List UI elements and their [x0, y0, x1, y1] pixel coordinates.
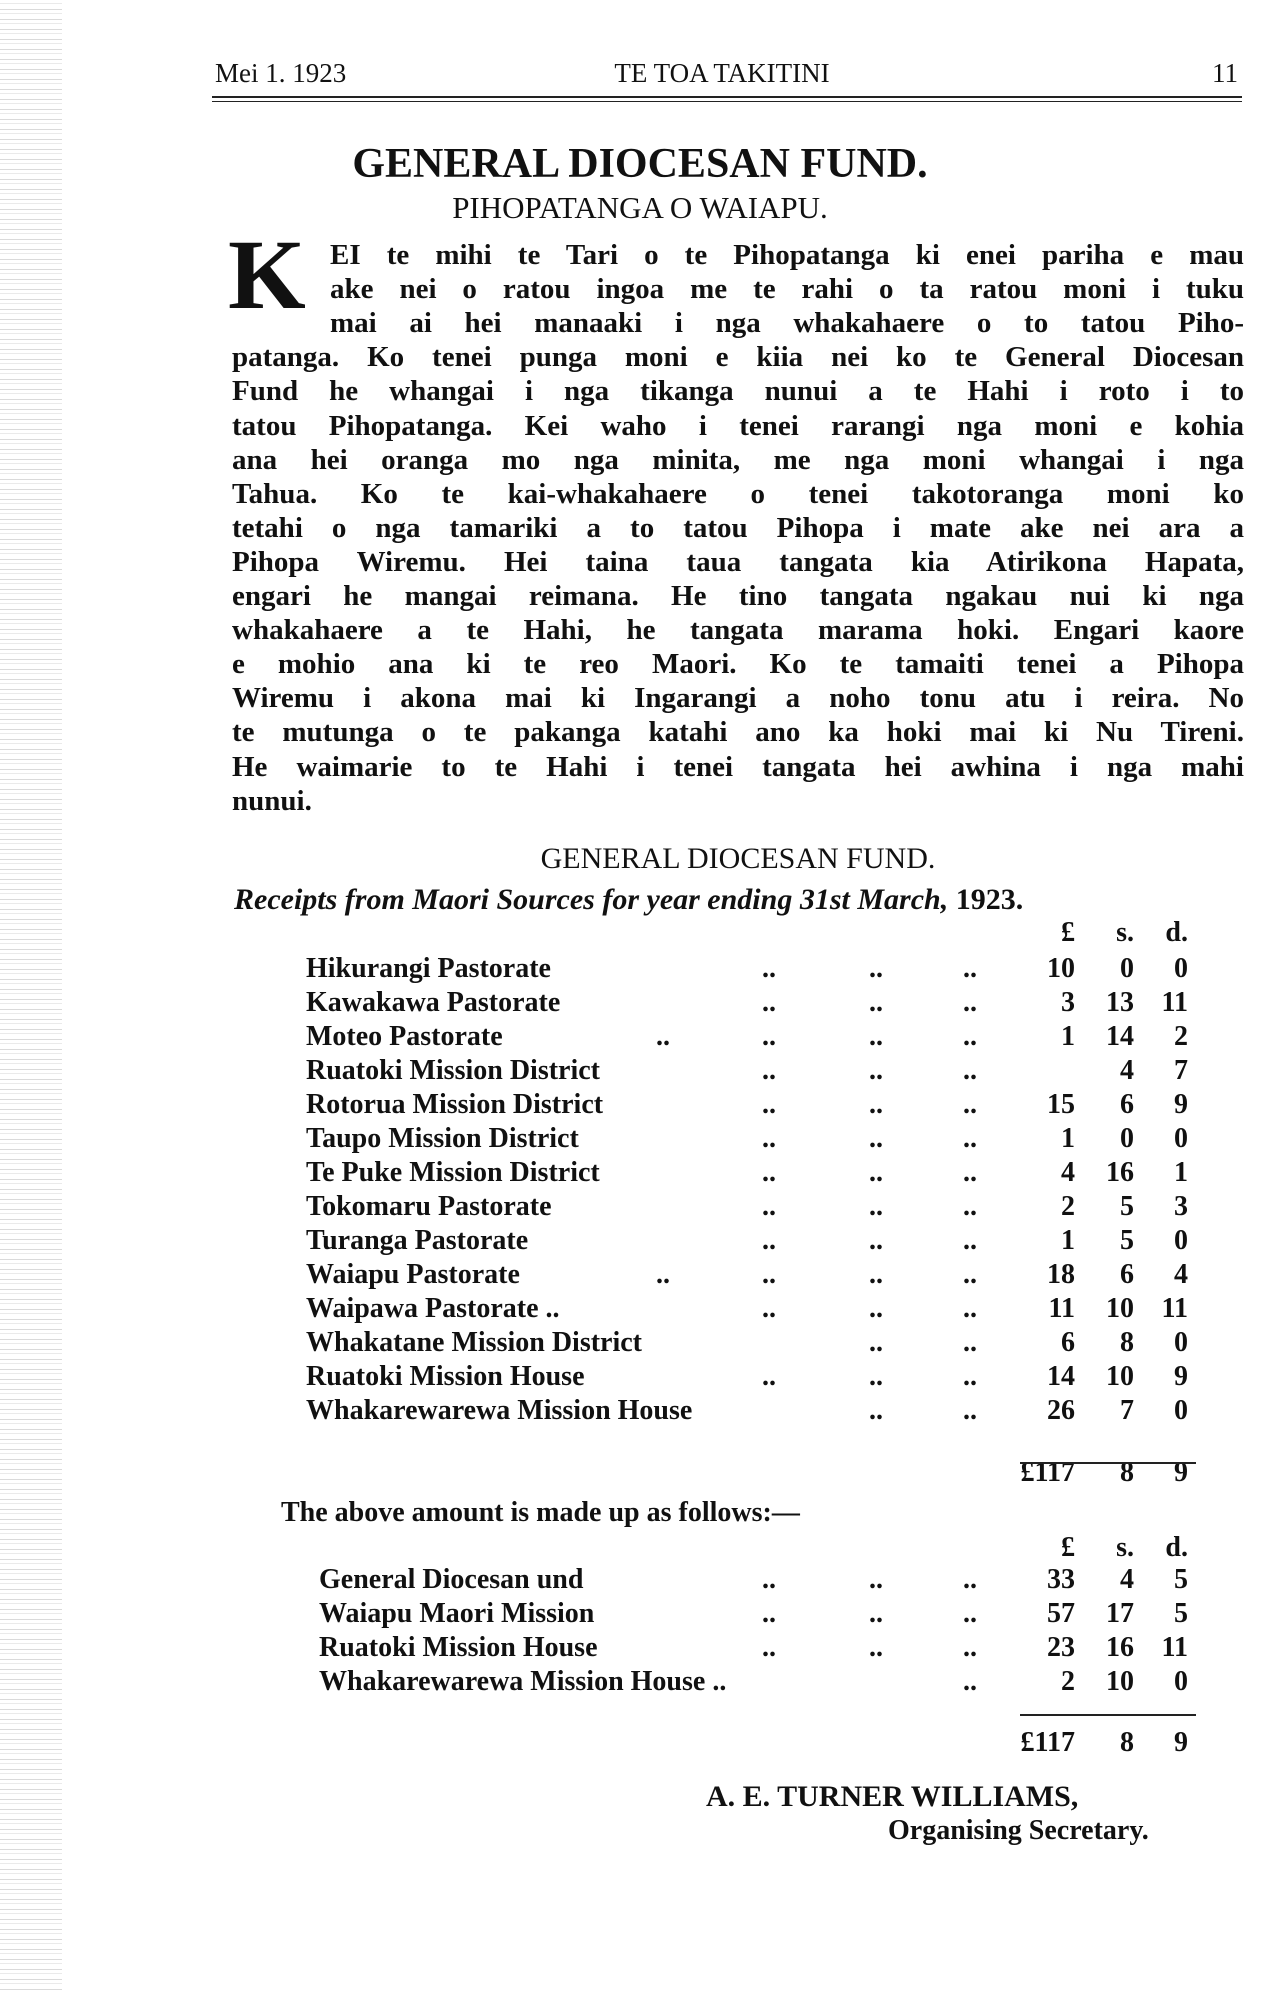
leader-dots: ..: [963, 1564, 977, 1595]
table-row-name: Ruatoki Mission House: [306, 1361, 585, 1392]
body-line: Wiremu i akona mai ki Ingarangi a noho tonu atu i reira. No: [232, 682, 1244, 715]
body-line: He waimarie to te Hahi i tenei tangata hei awhina i nga mahi: [232, 750, 1244, 783]
leader-dots: ..: [869, 1395, 883, 1426]
column-header: s.: [1116, 1532, 1134, 1563]
leader-dots: ..: [762, 1157, 776, 1188]
leader-dots: ..: [869, 1327, 883, 1358]
amount-l: 6: [1061, 1327, 1075, 1358]
leader-dots: ..: [963, 1123, 977, 1154]
leader-dots: ..: [869, 1055, 883, 1086]
leader-dots: ..: [869, 987, 883, 1018]
amount-s: 7: [1120, 1395, 1134, 1426]
amount-l: 3: [1061, 987, 1075, 1018]
leader-dots: ..: [762, 1089, 776, 1120]
amount-l: 18: [1047, 1259, 1075, 1290]
body-line: ana hei oranga mo nga minita, me nga moni whangai i nga: [232, 443, 1244, 476]
table-row-name: Waiapu Pastorate: [306, 1259, 520, 1290]
amount-s: 16: [1106, 1157, 1134, 1188]
amount-l: 1: [1061, 1225, 1075, 1256]
amount-d: 11: [1161, 1632, 1188, 1663]
leader-dots: ..: [762, 1361, 776, 1392]
total-d: 9: [1174, 1457, 1188, 1488]
amount-d: 0: [1174, 1225, 1188, 1256]
table-row-name: Moteo Pastorate: [306, 1021, 503, 1052]
amount-l: 2: [1061, 1191, 1075, 1222]
amount-l: 1: [1061, 1021, 1075, 1052]
leader-dots: ..: [963, 1055, 977, 1086]
page-number: 11: [1212, 58, 1238, 88]
leader-dots: ..: [963, 953, 977, 984]
amount-s: 17: [1106, 1598, 1134, 1629]
body-line: mai ai hei manaaki i nga whakahaere o to tatou Piho-: [330, 307, 1244, 340]
amount-s: 16: [1106, 1632, 1134, 1663]
leader-dots: ..: [869, 1259, 883, 1290]
amount-d: 4: [1174, 1259, 1188, 1290]
table-row-name: Ruatoki Mission House: [319, 1632, 598, 1663]
total-d: 9: [1174, 1727, 1188, 1758]
body-line: ake nei o ratou ingoa me te rahi o ta ratou moni i tuku: [330, 273, 1244, 306]
column-header: d.: [1165, 917, 1188, 948]
leader-dots: ..: [869, 1632, 883, 1663]
amount-l: 26: [1047, 1395, 1075, 1426]
amount-d: 5: [1174, 1564, 1188, 1595]
amount-d: 9: [1174, 1089, 1188, 1120]
body-line: tatou Pihopatanga. Kei waho i tenei rarangi nga moni e kohia: [232, 409, 1244, 442]
amount-s: 10: [1106, 1361, 1134, 1392]
publication-name: TE TOA TAKITINI: [614, 58, 830, 88]
amount-s: 14: [1106, 1021, 1134, 1052]
leader-dots: ..: [869, 1225, 883, 1256]
table-row-name: Whakarewarewa Mission House ..: [319, 1666, 727, 1697]
table-row-name: Te Puke Mission District: [306, 1157, 600, 1188]
article-title: GENERAL DIOCESAN FUND.: [352, 141, 928, 187]
header-rule-thin: [212, 101, 1242, 102]
amount-s: 13: [1106, 987, 1134, 1018]
amount-l: 10: [1047, 953, 1075, 984]
amount-s: 10: [1106, 1666, 1134, 1697]
leader-dots: ..: [762, 1598, 776, 1629]
body-line: tetahi o nga tamariki a to tatou Pihopa i mate ake nei ara a: [232, 511, 1244, 544]
scan-binding-edge: [0, 0, 62, 1990]
leader-dots: ..: [963, 1395, 977, 1426]
table-row-name: Whakatane Mission District: [306, 1327, 642, 1358]
table-row-name: Waiapu Maori Mission: [319, 1598, 595, 1629]
receipts-subtitle-day: 31st: [799, 883, 850, 916]
header-rule: [212, 96, 1242, 98]
column-header: s.: [1116, 917, 1134, 948]
leader-dots: ..: [963, 1225, 977, 1256]
amount-d: 1: [1174, 1157, 1188, 1188]
receipts-subtitle-year: 1923.: [955, 883, 1024, 916]
receipts-subtitle-text: Receipts from Maori Sources for year ending: [234, 883, 793, 916]
leader-dots: ..: [869, 1293, 883, 1324]
article-subtitle: PIHOPATANGA O WAIAPU.: [452, 190, 828, 225]
leader-dots: ..: [963, 1157, 977, 1188]
leader-dots: ..: [762, 1293, 776, 1324]
table-row-name: Tokomaru Pastorate: [306, 1191, 552, 1222]
body-line: engari he mangai reimana. He tino tangata ngakau nui ki nga: [232, 580, 1244, 612]
leader-dots: ..: [963, 1021, 977, 1052]
amount-l: 2: [1061, 1666, 1075, 1697]
leader-dots: ..: [963, 1327, 977, 1358]
table-row-name: Ruatoki Mission District: [306, 1055, 600, 1086]
signature-role: Organising Secretary.: [888, 1815, 1149, 1846]
amount-l: 57: [1047, 1598, 1075, 1629]
amount-d: 11: [1161, 1293, 1188, 1324]
amount-d: 0: [1174, 1395, 1188, 1426]
amount-s: 4: [1120, 1564, 1134, 1595]
leader-dots: ..: [869, 1191, 883, 1222]
column-header: £: [1061, 1532, 1075, 1563]
total-s: 8: [1120, 1727, 1134, 1758]
amount-d: 0: [1174, 1327, 1188, 1358]
amount-d: 2: [1174, 1021, 1188, 1052]
leader-dots: ..: [762, 1564, 776, 1595]
breakdown-total-rule: [1020, 1714, 1196, 1716]
amount-d: 0: [1174, 1666, 1188, 1697]
breakdown-intro: The above amount is made up as follows:—: [281, 1497, 800, 1528]
total-l: £117: [1020, 1727, 1075, 1758]
drop-cap: K: [228, 219, 306, 330]
leader-dots: ..: [963, 1598, 977, 1629]
leader-dots: ..: [656, 1021, 670, 1052]
table-row-name: Hikurangi Pastorate: [306, 953, 551, 984]
amount-l: 4: [1061, 1157, 1075, 1188]
leader-dots: ..: [762, 1055, 776, 1086]
amount-d: 9: [1174, 1361, 1188, 1392]
receipts-subtitle-month: March,: [857, 883, 949, 916]
amount-s: 8: [1120, 1327, 1134, 1358]
total-l: £117: [1020, 1457, 1075, 1488]
column-header: d.: [1165, 1532, 1188, 1563]
body-line: whakahaere a te Hahi, he tangata marama hoki. Engari kaore: [232, 614, 1244, 647]
amount-d: 5: [1174, 1598, 1188, 1629]
table-row-name: Whakarewarewa Mission House: [306, 1395, 693, 1426]
total-s: 8: [1120, 1457, 1134, 1488]
signature-name: A. E. TURNER WILLIAMS,: [706, 1780, 1079, 1813]
leader-dots: ..: [869, 1123, 883, 1154]
body-line: patanga. Ko tenei punga moni e kiia nei ko te General Diocesan: [232, 341, 1244, 374]
column-header: £: [1061, 917, 1075, 948]
receipts-total-rule: [1020, 1462, 1196, 1464]
table-row-name: Kawakawa Pastorate: [306, 987, 561, 1018]
leader-dots: ..: [963, 1666, 977, 1697]
amount-l: 14: [1047, 1361, 1075, 1392]
leader-dots: ..: [869, 1021, 883, 1052]
leader-dots: ..: [869, 1598, 883, 1629]
leader-dots: ..: [762, 953, 776, 984]
amount-d: 3: [1174, 1191, 1188, 1222]
amount-l: 23: [1047, 1632, 1075, 1663]
leader-dots: ..: [762, 1123, 776, 1154]
amount-l: 11: [1048, 1293, 1075, 1324]
leader-dots: ..: [963, 1191, 977, 1222]
leader-dots: ..: [869, 1157, 883, 1188]
body-line: Tahua. Ko te kai-whakahaere o tenei takotoranga moni ko: [232, 477, 1244, 510]
leader-dots: ..: [869, 1564, 883, 1595]
leader-dots: ..: [963, 1361, 977, 1392]
body-line: nunui.: [232, 784, 312, 817]
amount-s: 0: [1120, 953, 1134, 984]
leader-dots: ..: [762, 1259, 776, 1290]
receipts-title: GENERAL DIOCESAN FUND.: [540, 842, 936, 875]
leader-dots: ..: [762, 1021, 776, 1052]
leader-dots: ..: [963, 987, 977, 1018]
leader-dots: ..: [869, 1089, 883, 1120]
amount-l: 33: [1047, 1564, 1075, 1595]
body-line: e mohio ana ki te reo Maori. Ko te tamaiti tenei a Pihopa: [232, 648, 1244, 681]
amount-d: 11: [1161, 987, 1188, 1018]
leader-dots: ..: [963, 1632, 977, 1663]
amount-l: 1: [1061, 1123, 1075, 1154]
leader-dots: ..: [656, 1259, 670, 1290]
table-row-name: General Diocesan und: [319, 1564, 584, 1595]
amount-s: 0: [1120, 1123, 1134, 1154]
amount-d: 0: [1174, 1123, 1188, 1154]
leader-dots: ..: [762, 987, 776, 1018]
amount-s: 6: [1120, 1089, 1134, 1120]
body-line: Pihopa Wiremu. Hei taina taua tangata kia Atirikona Hapata,: [232, 545, 1244, 578]
issue-date: Mei 1. 1923: [215, 58, 347, 88]
amount-s: 4: [1120, 1055, 1134, 1086]
table-row-name: Taupo Mission District: [306, 1123, 579, 1154]
leader-dots: ..: [869, 1361, 883, 1392]
receipts-subtitle: [234, 883, 1023, 917]
amount-d: 0: [1174, 953, 1188, 984]
table-row-name: Rotorua Mission District: [306, 1089, 604, 1120]
amount-d: 7: [1174, 1055, 1188, 1086]
body-line: te mutunga o te pakanga katahi ano ka hoki mai ki Nu Tireni.: [232, 716, 1244, 749]
leader-dots: ..: [762, 1632, 776, 1663]
leader-dots: ..: [963, 1259, 977, 1290]
table-row-name: Turanga Pastorate: [306, 1225, 529, 1256]
body-line: Fund he whangai i nga tikanga nunui a te Hahi i roto i to: [232, 375, 1244, 408]
body-line: EI te mihi te Tari o te Pihopatanga ki enei pariha e mau: [330, 239, 1244, 271]
amount-s: 5: [1120, 1225, 1134, 1256]
table-row-name: Waipawa Pastorate ..: [306, 1293, 560, 1324]
leader-dots: ..: [869, 953, 883, 984]
amount-s: 5: [1120, 1191, 1134, 1222]
amount-s: 10: [1106, 1293, 1134, 1324]
leader-dots: ..: [963, 1293, 977, 1324]
leader-dots: ..: [963, 1089, 977, 1120]
amount-l: 15: [1047, 1089, 1075, 1120]
amount-s: 6: [1120, 1259, 1134, 1290]
leader-dots: ..: [762, 1225, 776, 1256]
leader-dots: ..: [762, 1191, 776, 1222]
